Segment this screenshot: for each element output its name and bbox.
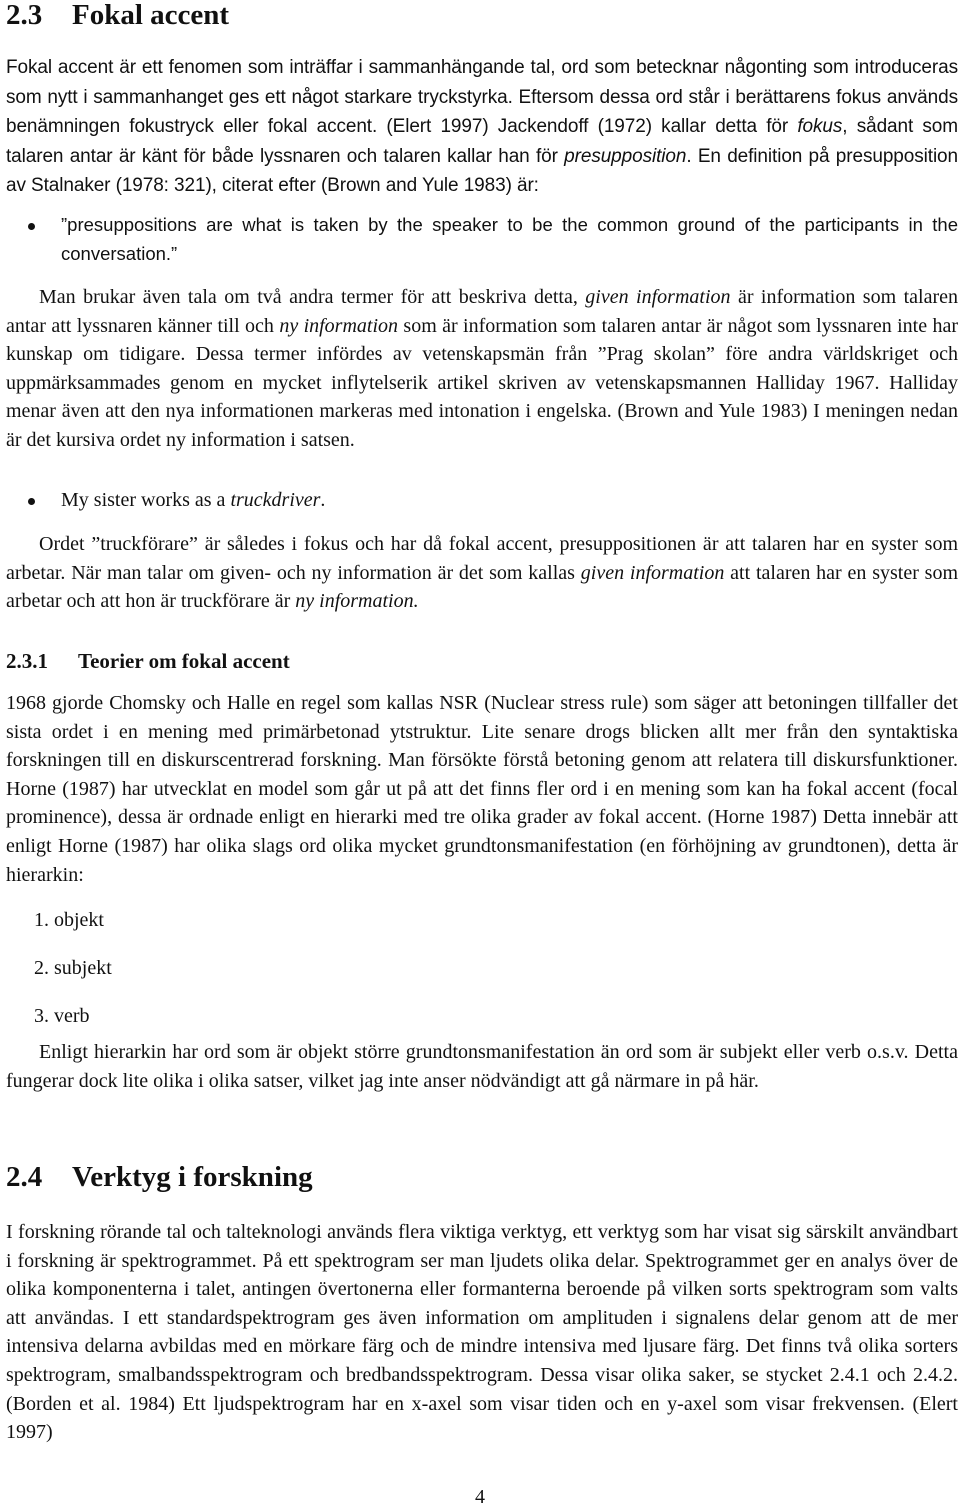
list-item: 3. verb bbox=[34, 1005, 90, 1027]
list-item: ”presuppositions are what is taken by the speaker to be the common ground of the participants in the conversation.” bbox=[6, 211, 958, 268]
hierarchy-list bbox=[6, 906, 958, 1050]
section-heading-2-4: 2.4 Verktyg i forskning bbox=[6, 1161, 313, 1193]
list-item: My sister works as a truckdriver. bbox=[6, 486, 958, 515]
paragraph-enligt-hierarkin: Enligt hierarkin har ord som är objekt större grundtonsmanifestation än ord som är subjekt eller verb o.s.v. Detta fungerar dock lite olika i olika satser, vilket jag inte anser nödvändigt att gå närmare in på här. bbox=[6, 1041, 958, 1092]
paragraph-teorier: 1968 gjorde Chomsky och Halle en regel som kallas NSR (Nuclear stress rule) som säger att betoningen tillfaller det sista ordet i en mening med primärbetonad ytstruktur. Lite senare drogs blicken allt mer från den syntaktiska forskningen till en diskurscentrerad forskning. Man försökte förstå betoning genom att relatera till diskursfunktioner. Horne (1987) har utvecklat en model som går ut på att det finns fler ord i en mening som kan ha fokal accent (focal prominence), dessa är ordnade enligt en hierarki med tre olika grader av fokal accent. (Horne 1987) Detta innebär att enligt Horne (1987) har olika slags ord olika mycket grundtonsmanifestation (en förhöjning av grundtonen), detta är hierarkin: bbox=[6, 692, 958, 886]
list-item: 2. subjekt bbox=[34, 957, 112, 979]
bullet-icon bbox=[28, 223, 35, 230]
quote-list bbox=[6, 211, 958, 268]
example-list bbox=[6, 486, 958, 515]
list-item: 1. objekt bbox=[34, 909, 104, 931]
bullet-icon bbox=[28, 498, 35, 505]
paragraph-truckforare: Ordet ”truckförare” är således i fokus och har då fokal accent, presuppositionen är att talaren har en syster som arbetar. När man talar om given- och ny information är det som kallas given information att talaren har en syster som arbetar och att hon är truckförare är ny information. bbox=[6, 533, 958, 613]
section-heading-2-3: 2.3 Fokal accent bbox=[6, 0, 230, 31]
subsection-heading-2-3-1: 2.3.1 Teorier om fokal accent bbox=[6, 649, 290, 673]
page-number: 4 bbox=[475, 1486, 485, 1508]
paragraph-given-information: Man brukar även tala om två andra termer för att beskriva detta, given information är information som talaren antar att lyssnaren känner till och ny information som är information som talaren antar är något som lyssnaren inte har kunskap om tidigare. Dessa termer infördes av vetenskapsmän från ”Prag skolan” före andra världskriget och uppmärksammades genom en mycket inflytelserik artikel skriven av vetenskapsmannen Halliday 1967. Halliday menar även att den nya informationen markeras med intonation i engelska. (Brown and Yule 1983) I meningen nedan är det kursiva ordet ny information i satsen. bbox=[6, 286, 959, 451]
paragraph-fokal-accent: Fokal accent är ett fenomen som inträffar i sammanhängande tal, ord som betecknar någonting som introduceras som nytt i sammanhanget ges ett något starkare tryckstyrka. Eftersom dessa ord står i berättarens fokus används benämningen fokustryck eller fokal accent. (Elert 1997) Jackendoff (1972) kallar detta för fokus, sådant som talaren antar är känt för både lyssnaren och talaren kallar han för presupposition. En definition på presupposition av Stalnaker (1978: 321), citerat efter (Brown and Yule 1983) är: bbox=[6, 57, 958, 197]
paragraph-verktyg: I forskning rörande tal och talteknologi används flera viktiga verktyg, ett verktyg som har visat sig särskilt användbart i forskning är spektrogrammet. På ett spektrogram ser man ljudets olika delar. Spektrogrammet ger en analys över de olika komponenterna i talet, antingen övertonerna eller formanterna beroende på vilken sorts spektrogram som valts att användas. I ett standardspektrogram ges även information om amplituden i signalens delar genom att de mer intensiva delarna avbildas med en mörkare färg och de mindre intensiva med ljusare färg. Det finns två olika sorters spektrogram, smalbandsspektrogram och bredbandsspektrogram. Dessa visar olika saker, se stycket 2.4.1 och 2.4.2. (Borden et al. 1984) Ett ljudspektrogram har en x-axel som visar tiden och en y-axel som visar frekvensen. (Elert 1997) bbox=[6, 1221, 958, 1444]
